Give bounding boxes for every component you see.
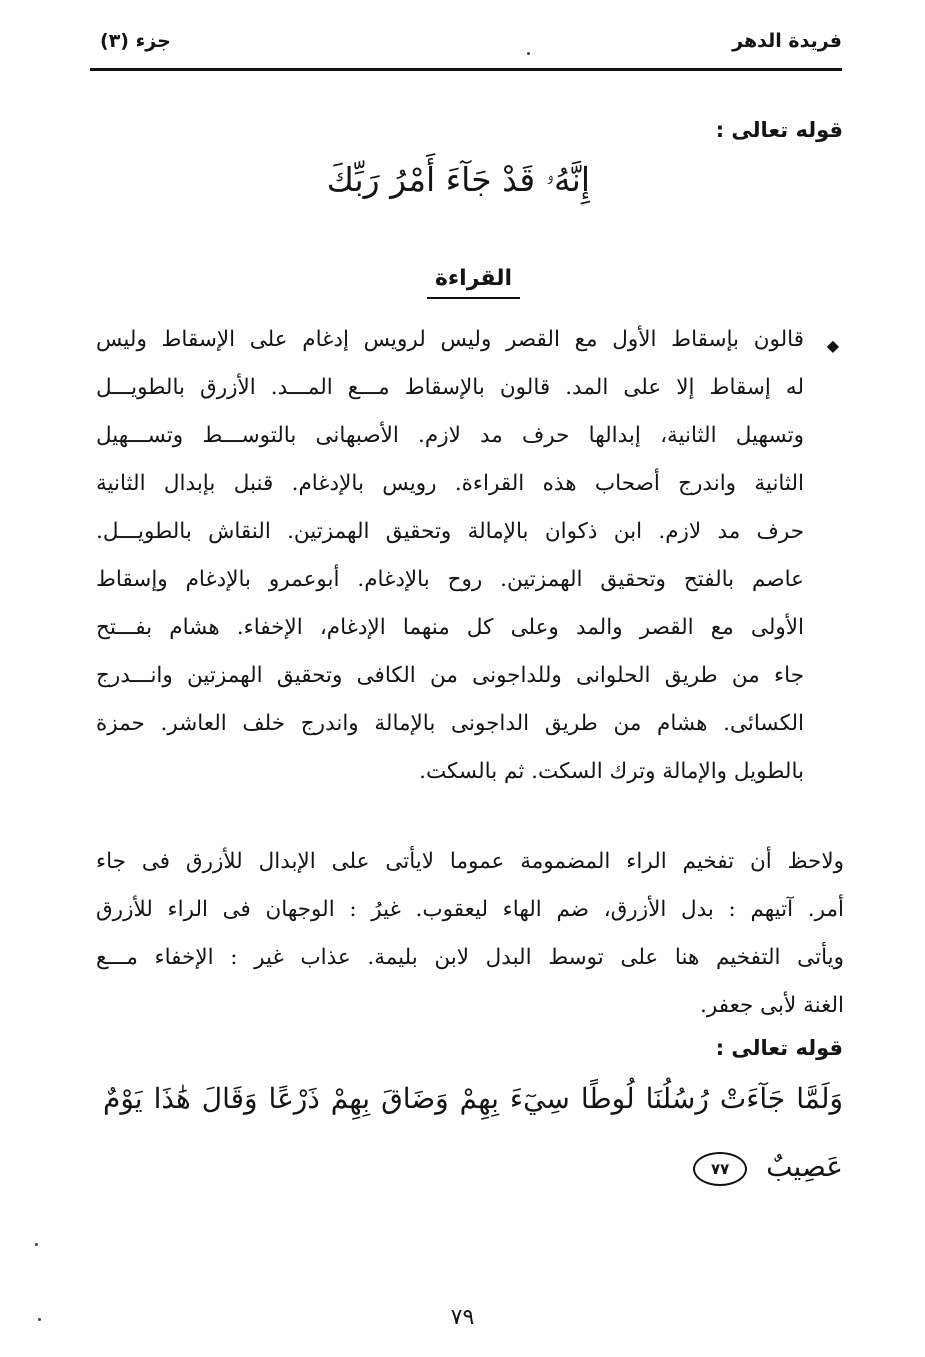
qawl-label-1: قوله تعالى : [715, 118, 843, 142]
note-paragraph [96, 838, 844, 1030]
note-line: أمر. آتيهم : بدل الأزرق، ضم الهاء ليعقوب. غيرُ : الوجهان فى الراء للأزرق [96, 897, 844, 922]
book-title: فريدة الدهر [732, 30, 842, 52]
reading-heading: القراءة [427, 266, 520, 299]
note-line: ويأتى التفخيم هنا على توسط البدل لابن بليمة. عذاب غير : الإخفاء مـــع [96, 945, 844, 970]
header-rule [90, 68, 842, 71]
page-header [90, 30, 842, 64]
reading-line: عاصم بالفتح وتحقيق الهمزتين. روح بالإدغام. أبوعمرو بالإدغام وإسقاط [96, 567, 804, 592]
quran-verse-2-line2 [693, 1150, 843, 1186]
reading-line: قالون بإسقاط الأول مع القصر وليس لرويس إدغام على الإسقاط وليس [96, 327, 804, 352]
reading-line: له إسقاط إلا على المد. قالون بالإسقاط مـــع المـــد. الأزرق بالطويـــل [96, 375, 804, 400]
note-line: الغنة لأبى جعفر. [700, 993, 844, 1018]
quran-verse-1: إِنَّهُۥ قَدْ جَآءَ أَمْرُ رَبِّكَ [326, 160, 590, 199]
reading-line: الثانية واندرج أصحاب هذه القراءة. رويس بالإدغام. قنبل بإبدال الثانية [96, 471, 804, 496]
reading-line: بالطويل والإمالة وترك السكت. ثم بالسكت. [419, 759, 804, 784]
part-label: جزء (٣) [100, 30, 171, 52]
page-number: ٧٩ [450, 1305, 475, 1330]
reading-line: حرف مد لازم. ابن ذكوان بالإمالة وتحقيق الهمزتين. النقاش بالطويـــل. [96, 519, 804, 544]
speck [35, 1243, 38, 1246]
reading-line: وتسهيل الثانية، إبدالها حرف مد لازم. الأصبهانى بالتوســـط وتســـهيل [96, 423, 804, 448]
speck [38, 1318, 41, 1321]
ayah-number-medallion: ٧٧ [693, 1152, 747, 1186]
quran-verse-2-line1: وَلَمَّا جَآءَتْ رُسُلُنَا لُوطًا سِيٓءَ بِهِمْ وَضَاقَ بِهِمْ ذَرْعًا وَقَالَ هَٰذَا يَوْمٌ [103, 1082, 843, 1115]
reading-paragraph [96, 316, 804, 796]
reading-line: الكسائى. هشام من طريق الداجونى بالإمالة واندرج خلف العاشر. حمزة [96, 711, 804, 736]
note-line: ولاحظ أن تفخيم الراء المضمومة عموما لايأتى على الإبدال للأزرق فى جاء [96, 849, 844, 874]
reading-line: جاء من طريق الحلوانى وللداجونى من الكافى وتحقيق الهمزتين وانـــدرج [96, 663, 804, 688]
verse-word: عَصِيبٌ [766, 1150, 843, 1183]
qawl-label-2: قوله تعالى : [715, 1036, 843, 1060]
reading-line: الأولى مع القصر والمد وعلى كل منهما الإدغام، الإخفاء. هشام بفـــتح [96, 615, 804, 640]
reading-heading-wrap [0, 266, 925, 299]
speck [527, 52, 530, 55]
diamond-bullet-icon: ◆ [826, 336, 839, 355]
